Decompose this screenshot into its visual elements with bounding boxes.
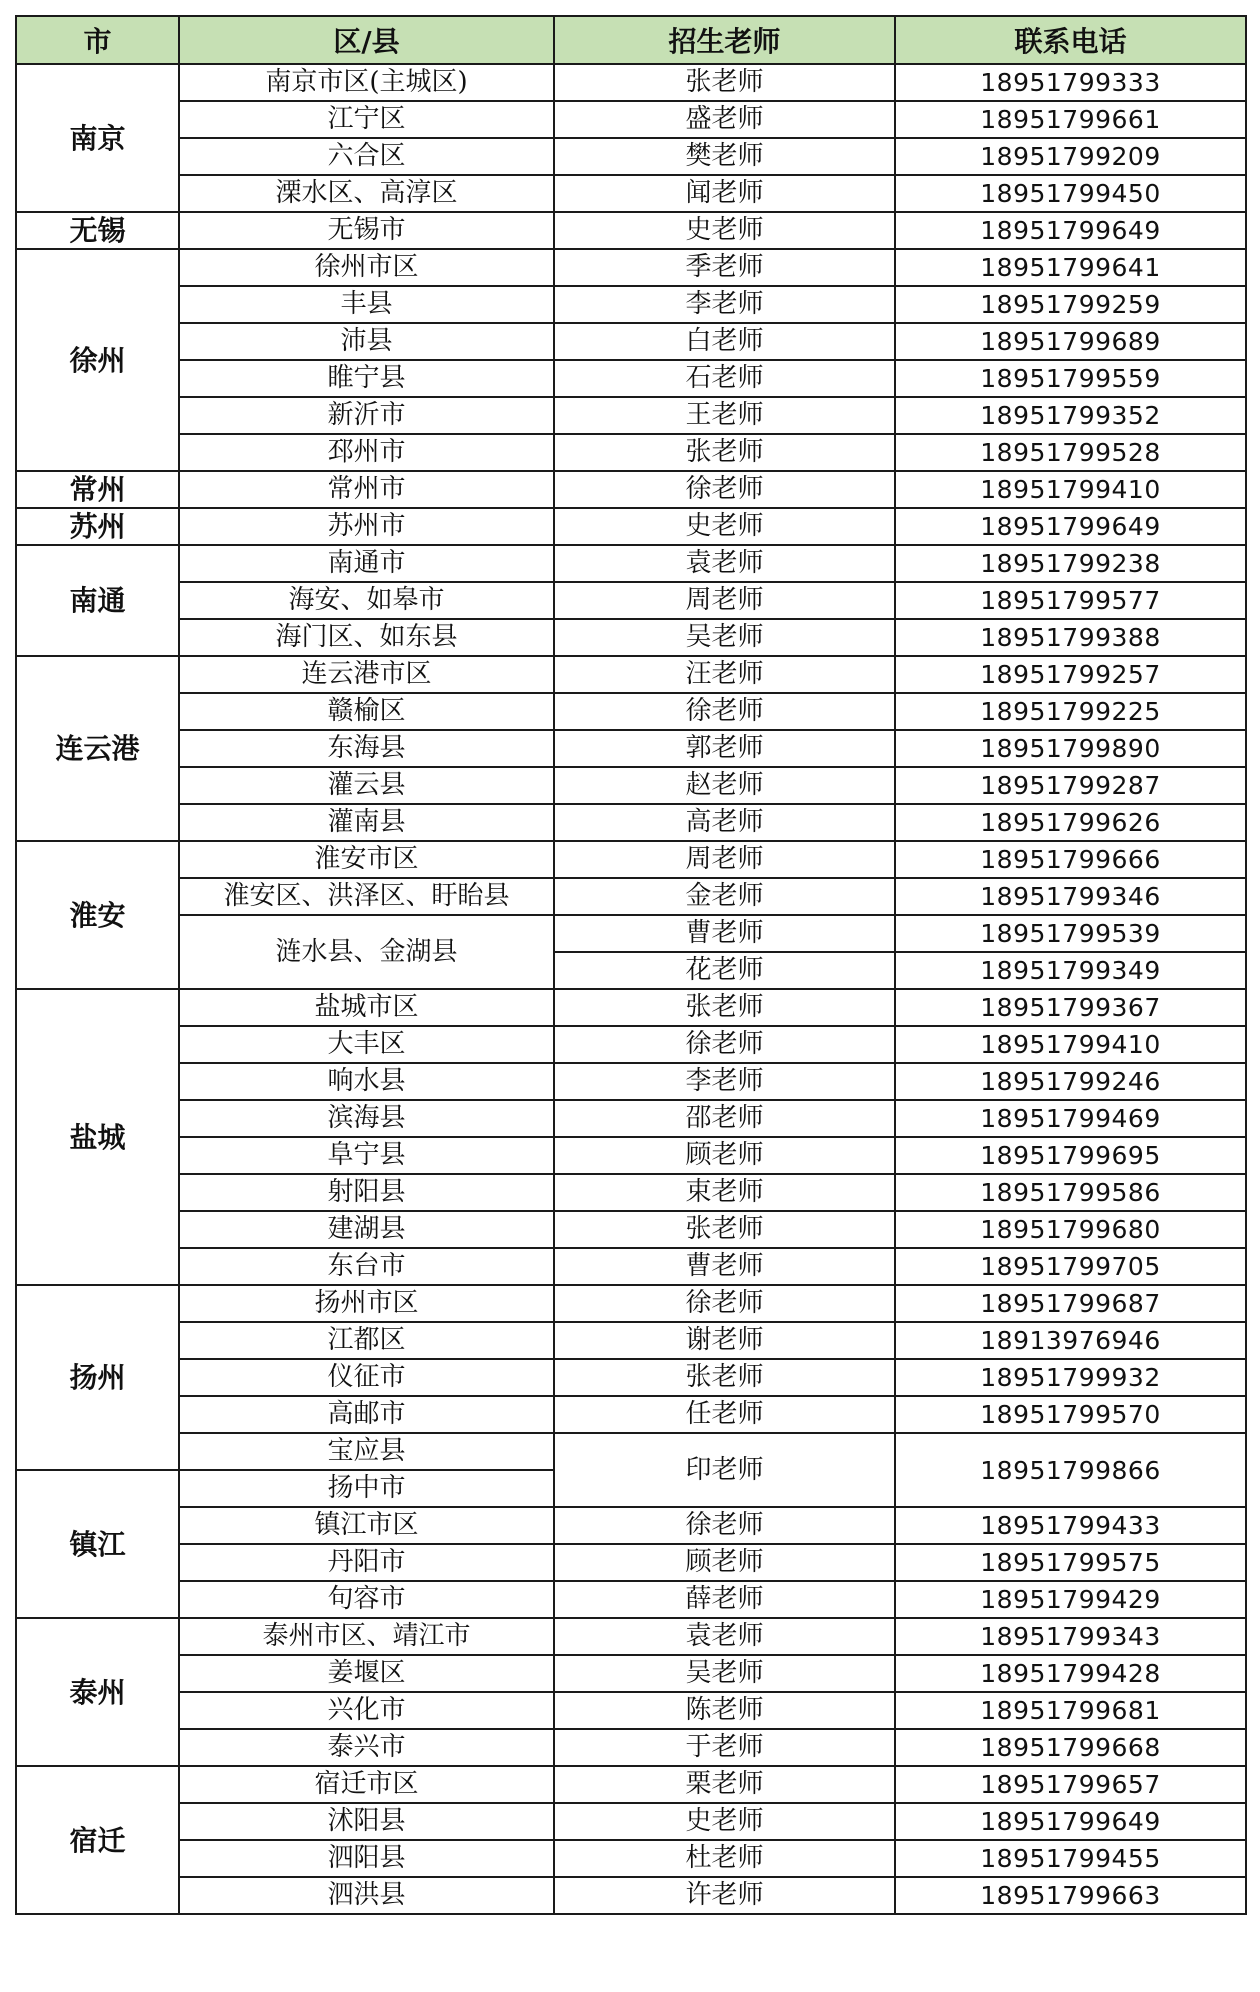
table-row xyxy=(16,1433,1246,1470)
table-row xyxy=(16,1322,1246,1359)
phone-cell: 18951799346 xyxy=(895,878,1246,915)
teacher-cell: 曹老师 xyxy=(554,915,895,952)
city-cell: 淮安 xyxy=(16,841,179,989)
city-cell: 南通 xyxy=(16,545,179,656)
table-row xyxy=(16,1174,1246,1211)
city-cell: 泰州 xyxy=(16,1618,179,1766)
teacher-cell: 徐老师 xyxy=(554,1285,895,1322)
table-row xyxy=(16,1766,1246,1803)
table-row xyxy=(16,878,1246,915)
phone-cell: 18951799238 xyxy=(895,545,1246,582)
district-cell: 江都区 xyxy=(179,1322,554,1359)
district-cell: 海安、如皋市 xyxy=(179,582,554,619)
table-row xyxy=(16,1359,1246,1396)
district-cell: 高邮市 xyxy=(179,1396,554,1433)
district-cell: 常州市 xyxy=(179,471,554,508)
district-cell: 大丰区 xyxy=(179,1026,554,1063)
district-cell: 灌南县 xyxy=(179,804,554,841)
teacher-cell: 吴老师 xyxy=(554,619,895,656)
district-cell: 阜宁县 xyxy=(179,1137,554,1174)
district-cell: 泗阳县 xyxy=(179,1840,554,1877)
district-cell: 响水县 xyxy=(179,1063,554,1100)
city-cell: 扬州 xyxy=(16,1285,179,1470)
phone-cell: 18951799428 xyxy=(895,1655,1246,1692)
teacher-cell: 周老师 xyxy=(554,582,895,619)
teacher-cell: 袁老师 xyxy=(554,1618,895,1655)
district-cell: 建湖县 xyxy=(179,1211,554,1248)
city-cell: 镇江 xyxy=(16,1470,179,1618)
phone-cell: 18951799626 xyxy=(895,804,1246,841)
district-cell: 淮安区、洪泽区、盱眙县 xyxy=(179,878,554,915)
phone-cell: 18951799429 xyxy=(895,1581,1246,1618)
teacher-cell: 谢老师 xyxy=(554,1322,895,1359)
teacher-cell: 周老师 xyxy=(554,841,895,878)
table-row xyxy=(16,471,1246,508)
phone-cell: 18951799932 xyxy=(895,1359,1246,1396)
district-cell: 泗洪县 xyxy=(179,1877,554,1914)
phone-cell: 18951799641 xyxy=(895,249,1246,286)
teacher-cell: 张老师 xyxy=(554,1359,895,1396)
table-row xyxy=(16,582,1246,619)
district-cell: 灌云县 xyxy=(179,767,554,804)
teacher-cell: 袁老师 xyxy=(554,545,895,582)
district-cell: 睢宁县 xyxy=(179,360,554,397)
table-row xyxy=(16,1248,1246,1285)
table-row xyxy=(16,434,1246,471)
teacher-cell: 王老师 xyxy=(554,397,895,434)
table-row xyxy=(16,1581,1246,1618)
phone-cell: 18951799680 xyxy=(895,1211,1246,1248)
phone-cell: 18951799455 xyxy=(895,1840,1246,1877)
teacher-cell: 花老师 xyxy=(554,952,895,989)
phone-cell: 18951799687 xyxy=(895,1285,1246,1322)
teacher-cell: 顾老师 xyxy=(554,1544,895,1581)
teacher-cell: 季老师 xyxy=(554,249,895,286)
phone-cell: 18951799333 xyxy=(895,64,1246,101)
teacher-cell: 陈老师 xyxy=(554,1692,895,1729)
district-cell: 连云港市区 xyxy=(179,656,554,693)
district-cell: 新沂市 xyxy=(179,397,554,434)
district-cell: 盐城市区 xyxy=(179,989,554,1026)
phone-cell: 18951799866 xyxy=(895,1433,1246,1507)
district-cell: 赣榆区 xyxy=(179,693,554,730)
phone-cell: 18951799246 xyxy=(895,1063,1246,1100)
teacher-cell: 白老师 xyxy=(554,323,895,360)
table-row xyxy=(16,1063,1246,1100)
phone-cell: 18951799577 xyxy=(895,582,1246,619)
city-cell: 连云港 xyxy=(16,656,179,841)
teacher-cell: 金老师 xyxy=(554,878,895,915)
district-cell: 南京市区(主城区) xyxy=(179,64,554,101)
district-cell: 徐州市区 xyxy=(179,249,554,286)
teacher-cell: 李老师 xyxy=(554,1063,895,1100)
phone-cell: 18951799657 xyxy=(895,1766,1246,1803)
table-row xyxy=(16,101,1246,138)
district-cell: 东台市 xyxy=(179,1248,554,1285)
teacher-cell: 印老师 xyxy=(554,1433,895,1507)
phone-cell: 18951799287 xyxy=(895,767,1246,804)
phone-cell: 18951799661 xyxy=(895,101,1246,138)
teacher-cell: 徐老师 xyxy=(554,693,895,730)
city-cell: 徐州 xyxy=(16,249,179,471)
district-cell: 镇江市区 xyxy=(179,1507,554,1544)
teacher-cell: 徐老师 xyxy=(554,471,895,508)
phone-cell: 18951799367 xyxy=(895,989,1246,1026)
table-row xyxy=(16,841,1246,878)
table-row xyxy=(16,1655,1246,1692)
teacher-cell: 徐老师 xyxy=(554,1507,895,1544)
district-cell: 苏州市 xyxy=(179,508,554,545)
district-cell: 宝应县 xyxy=(179,1433,554,1470)
teacher-cell: 顾老师 xyxy=(554,1137,895,1174)
table-row xyxy=(16,175,1246,212)
phone-cell: 18951799681 xyxy=(895,1692,1246,1729)
city-cell: 宿迁 xyxy=(16,1766,179,1914)
teacher-cell: 李老师 xyxy=(554,286,895,323)
phone-cell: 18951799257 xyxy=(895,656,1246,693)
header-district: 区/县 xyxy=(179,16,554,64)
teacher-cell: 史老师 xyxy=(554,508,895,545)
phone-cell: 18951799663 xyxy=(895,1877,1246,1914)
phone-cell: 18951799433 xyxy=(895,1507,1246,1544)
table-row xyxy=(16,1618,1246,1655)
table-row xyxy=(16,1507,1246,1544)
phone-cell: 18951799528 xyxy=(895,434,1246,471)
teacher-cell: 任老师 xyxy=(554,1396,895,1433)
teacher-cell: 于老师 xyxy=(554,1729,895,1766)
phone-cell: 18951799890 xyxy=(895,730,1246,767)
phone-cell: 18951799259 xyxy=(895,286,1246,323)
city-cell: 南京 xyxy=(16,64,179,212)
teacher-cell: 汪老师 xyxy=(554,656,895,693)
table-row xyxy=(16,1396,1246,1433)
phone-cell: 18951799450 xyxy=(895,175,1246,212)
table-row xyxy=(16,323,1246,360)
phone-cell: 18951799649 xyxy=(895,1803,1246,1840)
district-cell: 溧水区、高淳区 xyxy=(179,175,554,212)
table-row xyxy=(16,360,1246,397)
header-city: 市 xyxy=(16,16,179,64)
teacher-cell: 史老师 xyxy=(554,212,895,249)
phone-cell: 18951799666 xyxy=(895,841,1246,878)
phone-cell: 18951799575 xyxy=(895,1544,1246,1581)
teacher-cell: 赵老师 xyxy=(554,767,895,804)
teacher-cell: 薛老师 xyxy=(554,1581,895,1618)
teacher-cell: 许老师 xyxy=(554,1877,895,1914)
teacher-cell: 曹老师 xyxy=(554,1248,895,1285)
teacher-cell: 张老师 xyxy=(554,1211,895,1248)
district-cell: 兴化市 xyxy=(179,1692,554,1729)
table-row xyxy=(16,64,1246,101)
teacher-cell: 樊老师 xyxy=(554,138,895,175)
table-row xyxy=(16,545,1246,582)
phone-cell: 18951799410 xyxy=(895,1026,1246,1063)
district-cell: 涟水县、金湖县 xyxy=(179,915,554,989)
table-row xyxy=(16,619,1246,656)
teacher-cell: 盛老师 xyxy=(554,101,895,138)
table-row xyxy=(16,286,1246,323)
phone-cell: 18951799586 xyxy=(895,1174,1246,1211)
phone-cell: 18951799343 xyxy=(895,1618,1246,1655)
table-row xyxy=(16,138,1246,175)
teacher-cell: 高老师 xyxy=(554,804,895,841)
teacher-cell: 张老师 xyxy=(554,64,895,101)
district-cell: 仪征市 xyxy=(179,1359,554,1396)
table-row xyxy=(16,249,1246,286)
table-row xyxy=(16,1026,1246,1063)
phone-cell: 18951799349 xyxy=(895,952,1246,989)
teacher-cell: 张老师 xyxy=(554,434,895,471)
table-row xyxy=(16,1100,1246,1137)
district-cell: 海门区、如东县 xyxy=(179,619,554,656)
table-row xyxy=(16,212,1246,249)
district-cell: 射阳县 xyxy=(179,1174,554,1211)
phone-cell: 18951799388 xyxy=(895,619,1246,656)
phone-cell: 18951799469 xyxy=(895,1100,1246,1137)
district-cell: 扬州市区 xyxy=(179,1285,554,1322)
district-cell: 姜堰区 xyxy=(179,1655,554,1692)
district-cell: 六合区 xyxy=(179,138,554,175)
table-row xyxy=(16,1137,1246,1174)
teacher-cell: 史老师 xyxy=(554,1803,895,1840)
phone-cell: 18951799539 xyxy=(895,915,1246,952)
city-cell: 常州 xyxy=(16,471,179,508)
teacher-cell: 闻老师 xyxy=(554,175,895,212)
table-row xyxy=(16,767,1246,804)
table-row xyxy=(16,1729,1246,1766)
table-row xyxy=(16,1877,1246,1914)
header-teacher: 招生老师 xyxy=(554,16,895,64)
district-cell: 句容市 xyxy=(179,1581,554,1618)
table-row xyxy=(16,1285,1246,1322)
teacher-cell: 张老师 xyxy=(554,989,895,1026)
teacher-cell: 束老师 xyxy=(554,1174,895,1211)
table-row xyxy=(16,804,1246,841)
table-row xyxy=(16,1840,1246,1877)
header-row xyxy=(16,16,1246,64)
table-row xyxy=(16,1803,1246,1840)
district-cell: 泰州市区、靖江市 xyxy=(179,1618,554,1655)
table-row xyxy=(16,508,1246,545)
district-cell: 江宁区 xyxy=(179,101,554,138)
header-phone: 联系电话 xyxy=(895,16,1246,64)
teacher-cell: 郭老师 xyxy=(554,730,895,767)
district-cell: 东海县 xyxy=(179,730,554,767)
table-row xyxy=(16,1692,1246,1729)
district-cell: 沛县 xyxy=(179,323,554,360)
recruitment-contact-table xyxy=(15,15,1247,1915)
phone-cell: 18913976946 xyxy=(895,1322,1246,1359)
district-cell: 丹阳市 xyxy=(179,1544,554,1581)
district-cell: 无锡市 xyxy=(179,212,554,249)
district-cell: 淮安市区 xyxy=(179,841,554,878)
teacher-cell: 邵老师 xyxy=(554,1100,895,1137)
phone-cell: 18951799559 xyxy=(895,360,1246,397)
district-cell: 丰县 xyxy=(179,286,554,323)
district-cell: 南通市 xyxy=(179,545,554,582)
table-row xyxy=(16,1211,1246,1248)
district-cell: 泰兴市 xyxy=(179,1729,554,1766)
district-cell: 扬中市 xyxy=(179,1470,554,1507)
city-cell: 盐城 xyxy=(16,989,179,1285)
district-cell: 宿迁市区 xyxy=(179,1766,554,1803)
phone-cell: 18951799209 xyxy=(895,138,1246,175)
teacher-cell: 徐老师 xyxy=(554,1026,895,1063)
table-row xyxy=(16,730,1246,767)
table-row xyxy=(16,915,1246,952)
phone-cell: 18951799649 xyxy=(895,212,1246,249)
table-row xyxy=(16,989,1246,1026)
phone-cell: 18951799570 xyxy=(895,1396,1246,1433)
city-cell: 苏州 xyxy=(16,508,179,545)
city-cell: 无锡 xyxy=(16,212,179,249)
teacher-cell: 石老师 xyxy=(554,360,895,397)
phone-cell: 18951799225 xyxy=(895,693,1246,730)
district-cell: 沭阳县 xyxy=(179,1803,554,1840)
table-row xyxy=(16,397,1246,434)
phone-cell: 18951799689 xyxy=(895,323,1246,360)
table-row xyxy=(16,1544,1246,1581)
teacher-cell: 栗老师 xyxy=(554,1766,895,1803)
table-row xyxy=(16,656,1246,693)
teacher-cell: 杜老师 xyxy=(554,1840,895,1877)
phone-cell: 18951799695 xyxy=(895,1137,1246,1174)
phone-cell: 18951799352 xyxy=(895,397,1246,434)
district-cell: 滨海县 xyxy=(179,1100,554,1137)
table-row xyxy=(16,693,1246,730)
phone-cell: 18951799705 xyxy=(895,1248,1246,1285)
phone-cell: 18951799649 xyxy=(895,508,1246,545)
phone-cell: 18951799410 xyxy=(895,471,1246,508)
phone-cell: 18951799668 xyxy=(895,1729,1246,1766)
district-cell: 邳州市 xyxy=(179,434,554,471)
teacher-cell: 吴老师 xyxy=(554,1655,895,1692)
